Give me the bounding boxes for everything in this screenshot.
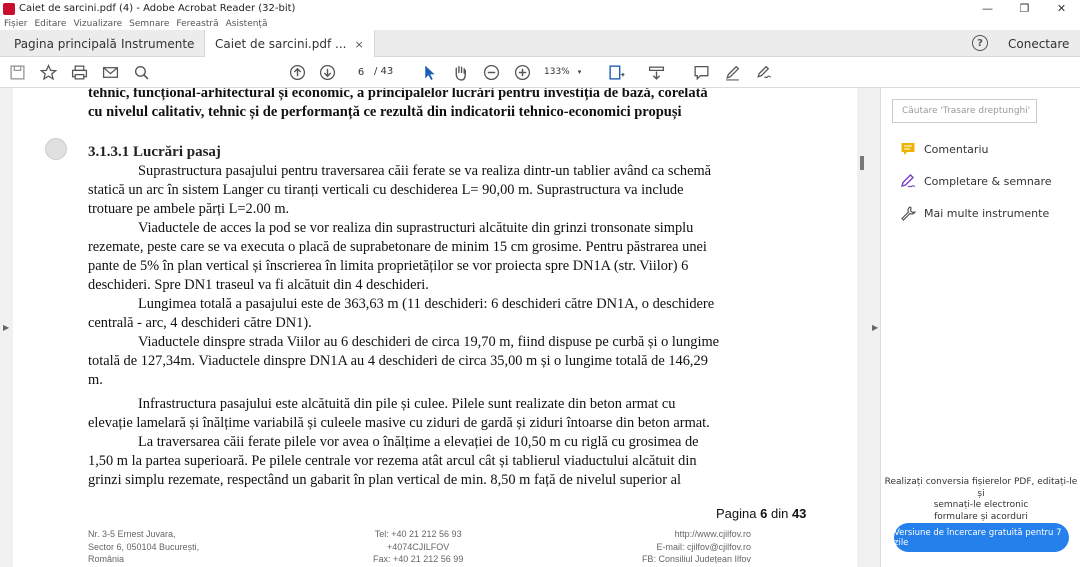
menu-sign[interactable]: Semnare bbox=[129, 18, 170, 29]
window-title: Caiet de sarcini.pdf (4) - Adobe Acrobat Reader (32-bit) bbox=[19, 3, 296, 14]
tab-tools[interactable]: Instrumente bbox=[121, 36, 195, 51]
highlight-pen-icon[interactable] bbox=[723, 63, 741, 81]
text-line: Viaductele dinspre strada Viilor au 6 deschideri de circa 19,70 m, fiind dispuse pe curbă și o lungime bbox=[138, 334, 720, 350]
page-of: din bbox=[770, 506, 789, 521]
footer-line: Nr. 3-5 Ernest Juvara, bbox=[88, 529, 176, 539]
heading-line: cu nivelul calitativ, tehnic și de performanță ce rezultă din indicatorii tehnico-economici propuși bbox=[88, 104, 682, 120]
menu-bar bbox=[0, 17, 1080, 30]
hand-tool-icon[interactable] bbox=[451, 63, 469, 81]
scrolling-mode-icon[interactable] bbox=[647, 63, 665, 81]
chevron-down-icon: ▾ bbox=[577, 68, 582, 76]
find-icon[interactable] bbox=[132, 63, 150, 81]
previous-page-icon[interactable] bbox=[288, 63, 306, 81]
tool-more-label: Mai multe instrumente bbox=[924, 206, 1050, 220]
text-line: statică un arc în sistem Langer cu tiranți verticali cu deschiderea L= 90,00 m. Suprastructura va include bbox=[88, 182, 684, 198]
menu-edit[interactable]: Editare bbox=[34, 18, 67, 29]
save-icon[interactable] bbox=[8, 63, 26, 81]
promo-line: semnați-le electronic bbox=[933, 500, 1029, 510]
footer-line: Tel: +40 21 212 56 93 bbox=[374, 529, 462, 539]
print-icon[interactable] bbox=[70, 63, 88, 81]
next-page-icon[interactable] bbox=[318, 63, 336, 81]
text-line: totală de 127,34m. Viaductele dinspre DN1A au 4 deschideri de circa 35,00 m și o lungime totală de 146,29 bbox=[88, 353, 708, 369]
paragraph bbox=[88, 395, 813, 433]
promo-line: formulare și acorduri bbox=[934, 511, 1028, 522]
left-pane-toggle[interactable] bbox=[0, 88, 13, 567]
zoom-dropdown[interactable] bbox=[544, 63, 592, 81]
email-icon[interactable] bbox=[101, 63, 119, 81]
wrench-icon bbox=[900, 205, 916, 221]
text-line: trotuare pe ambele părți L=2.00 m. bbox=[88, 201, 290, 217]
maximize-button[interactable]: ❐ bbox=[1019, 2, 1030, 15]
free-trial-button[interactable]: Versiune de încercare gratuită pentru 7 zile bbox=[894, 523, 1069, 552]
right-pane-toggle[interactable] bbox=[868, 88, 881, 567]
page-fit-icon[interactable] bbox=[607, 63, 625, 81]
menu-window[interactable]: Fereastră bbox=[176, 18, 219, 29]
promo-line: Realizați conversia fișierelor PDF, editați-le și bbox=[884, 477, 1078, 499]
text-line: 1,50 m la partea superioară. Pe pilele centrale vor rezema atât arcul cât și tablierul viaductului alcătuit din bbox=[88, 453, 697, 469]
comment-tool-icon bbox=[900, 141, 916, 157]
tab-document[interactable] bbox=[204, 30, 375, 58]
footer-web bbox=[603, 528, 751, 566]
footer-line: http://www.cjilfov.ro bbox=[674, 529, 751, 539]
page-total-num: 43 bbox=[791, 506, 807, 521]
tab-bar bbox=[0, 30, 1080, 57]
page-marker-circle[interactable] bbox=[45, 138, 67, 160]
close-window-button[interactable]: ✕ bbox=[1056, 2, 1067, 15]
zoom-value: 133% bbox=[544, 67, 570, 77]
tool-fill-sign-label: Completare & semnare bbox=[924, 174, 1052, 188]
tool-more[interactable] bbox=[900, 204, 1049, 222]
text-line: Infrastructura pasajului este alcătuită din pile și culee. Pilele sunt realizate din beton armat cu bbox=[138, 396, 676, 412]
scrollbar-thumb[interactable] bbox=[860, 156, 864, 170]
menu-file[interactable]: Fișier bbox=[4, 18, 28, 29]
text-line: deschideri. Spre DN1 traseul va fi alcătuit din 4 deschideri. bbox=[88, 277, 429, 293]
tool-comment[interactable] bbox=[900, 140, 988, 158]
page-total: / 43 bbox=[374, 66, 394, 77]
text-line: rezemate, peste care se va executa o placă de suprabetonare de minim 15 cm grosime. Pentru păstrarea unei bbox=[88, 239, 707, 255]
text-line: pante de 5% în plan vertical și înscrierea în limita proprietăților se vor proiecta spre DN1A (str. Viilor) 6 bbox=[88, 258, 689, 274]
text-line: Suprastructura pasajului pentru traversarea căii ferate se va realiza dintr-un tablier având ca schemă bbox=[138, 163, 712, 179]
zoom-out-icon[interactable] bbox=[482, 63, 500, 81]
tab-document-label: Caiet de sarcini.pdf ... bbox=[215, 37, 347, 51]
sign-icon[interactable] bbox=[754, 63, 772, 81]
body-text bbox=[88, 162, 813, 490]
toolbar bbox=[0, 57, 1080, 88]
title-bar bbox=[0, 0, 1080, 17]
paragraph bbox=[88, 162, 813, 219]
fill-sign-icon bbox=[900, 173, 916, 189]
heading-line: tehnic, funcțional-arhitectural și economic, a principalelor lucrări pentru investiția de bază, corelată bbox=[88, 88, 708, 101]
text-line: Lungimea totală a pasajului este de 363,63 m (11 deschideri: 6 deschideri către DN1A, o deschidere bbox=[138, 296, 715, 312]
page-footer-number bbox=[716, 506, 806, 521]
zoom-in-icon[interactable] bbox=[513, 63, 531, 81]
chevron-right-icon: ▶ bbox=[3, 323, 10, 332]
vertical-scrollbar[interactable] bbox=[857, 88, 868, 567]
tool-comment-label: Comentariu bbox=[924, 142, 989, 156]
footer-line: Fax: +40 21 212 56 99 bbox=[373, 554, 464, 564]
paragraph bbox=[88, 295, 813, 333]
section-title: 3.1.3.1 Lucrări pasaj bbox=[88, 144, 221, 160]
tab-close-icon[interactable]: × bbox=[354, 37, 364, 51]
footer-line: E-mail: cjilfov@cjilfov.ro bbox=[656, 541, 751, 552]
comment-icon[interactable] bbox=[692, 63, 710, 81]
text-line: elevație lamelară și înălțime variabilă și culeele masive cu ziduri de gardă și ziduri întoarse din beton armat. bbox=[88, 415, 710, 431]
paragraph bbox=[88, 333, 813, 390]
text-line: Viaductele de acces la pod se vor realiza din suprastructuri alcătuite din grinzi tronsonate simplu bbox=[138, 220, 694, 236]
text-line: m. bbox=[88, 372, 103, 388]
menu-help[interactable]: Asistență bbox=[225, 18, 268, 29]
login-button[interactable]: Conectare bbox=[1008, 37, 1070, 51]
promo-text bbox=[882, 477, 1080, 523]
pdf-page bbox=[13, 88, 857, 567]
footer-line: România bbox=[88, 554, 125, 564]
paragraph bbox=[88, 219, 813, 295]
heading-continuation bbox=[88, 88, 813, 122]
acrobat-icon bbox=[3, 3, 15, 15]
tools-pane bbox=[882, 88, 1080, 567]
paragraph bbox=[88, 433, 813, 490]
select-cursor-icon[interactable] bbox=[420, 63, 438, 81]
text-line: grinzi simplu rezemate, respectând un gabarit în plan vertical de min. 8,50 m față de nivelul superior al bbox=[88, 472, 682, 488]
text-line: La traversarea căii ferate pilele vor avea o înălțime a elevației de 10,50 m cu riglă cu grosimea de bbox=[138, 434, 699, 450]
footer-line: Sector 6, 050104 București, bbox=[88, 541, 200, 552]
menu-view[interactable]: Vizualizare bbox=[73, 18, 123, 29]
footer-line: FB: Consiliul Județean Ilfov bbox=[641, 554, 751, 564]
chevron-right-icon: ▶ bbox=[872, 323, 879, 332]
minimize-button[interactable]: — bbox=[982, 2, 993, 15]
page-number-input[interactable]: 6 bbox=[357, 66, 365, 78]
footer-line: +4074CJILFOV bbox=[387, 541, 450, 552]
page-label: Pagina bbox=[716, 506, 757, 521]
tools-search-input[interactable]: Căutare 'Trasare dreptunghi' bbox=[892, 99, 1037, 123]
tool-fill-sign[interactable] bbox=[900, 172, 1052, 190]
bookmark-star-icon[interactable] bbox=[39, 63, 57, 81]
text-line: centrală - arc, 4 deschideri către DN1). bbox=[88, 315, 312, 331]
footer-phone bbox=[373, 528, 463, 566]
footer-address bbox=[88, 528, 199, 566]
page-num: 6 bbox=[760, 506, 768, 521]
help-icon[interactable]: ? bbox=[972, 35, 988, 51]
tab-home[interactable]: Pagina principală bbox=[14, 36, 117, 51]
